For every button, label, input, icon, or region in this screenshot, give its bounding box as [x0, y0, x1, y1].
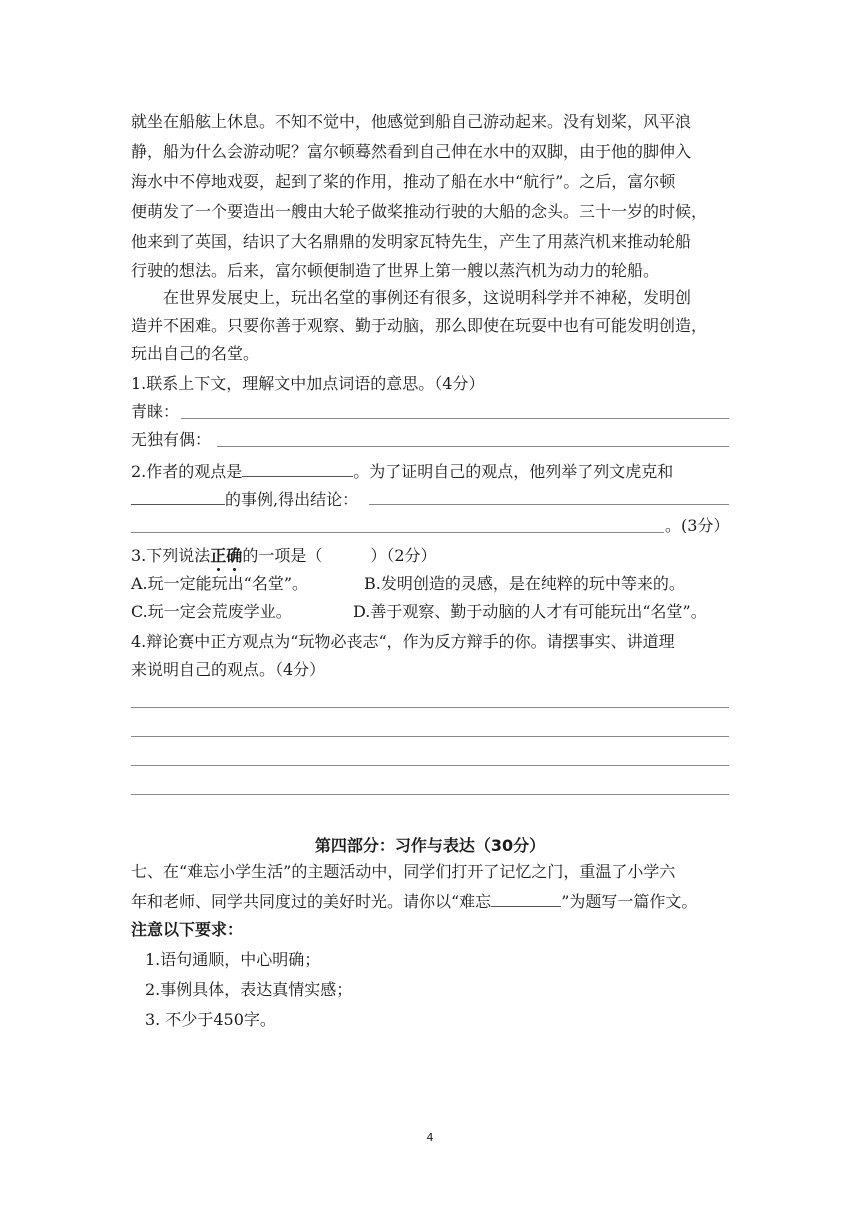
question-1-item-label: 无独有偶： [131, 430, 212, 449]
requirement-item: 3. 不少于450字。 [145, 1010, 276, 1029]
question-2-text: 。为了证明自己的观点，他列举了列文虎克和 [353, 462, 674, 481]
requirement-item: 2.事例具体，表达真情实感； [145, 980, 353, 999]
answer-blank[interactable] [242, 460, 353, 477]
essay-prompt-text: 年和老师、同学共同度过的美好时光。请你以“难忘 [131, 892, 492, 911]
requirements-title: 注意以下要求： [131, 920, 244, 939]
emphasis-char: 正 [210, 546, 227, 565]
option-d: D.善于观察、勤于动脑的人才有可能玩出“名堂”。 [353, 602, 707, 621]
passage-line: 玩出自己的名堂。 [131, 344, 260, 363]
passage-line: 静，船为什么会游动呢？富尔顿蓦然看到自己伸在水中的双脚，由于他的脚伸入 [131, 142, 692, 161]
answer-line[interactable] [131, 765, 729, 766]
emphasis-char: 确 [226, 546, 243, 565]
question-3-text: 3.下列说法 [131, 546, 211, 565]
answer-line[interactable] [131, 736, 729, 737]
answer-line[interactable] [131, 532, 664, 533]
option-b: B.发明创造的灵感，是在纯粹的玩中等来的。 [364, 574, 685, 593]
question-3-text: 的一项是（ ）（2分） [242, 546, 437, 565]
question-4: 4.辩论赛中正方观点为“玩物必丧志“，作为反方辩手的你。请摆事实、讲道理 [131, 632, 675, 651]
question-2-text: 2.作者的观点是 [131, 462, 243, 481]
passage-line: 便萌发了一个要造出一艘由大轮子做桨推动行驶的大船的念头。三十一岁的时候， [131, 202, 708, 221]
passage-line: 海水中不停地戏耍，起到了桨的作用，推动了船在水中“航行”。之后，富尔顿 [131, 172, 676, 191]
question-1: 1.联系上下文，理解文中加点词语的意思。（4分） [131, 374, 485, 393]
answer-blank[interactable] [131, 488, 225, 505]
answer-line[interactable] [181, 418, 729, 419]
passage-line: 造并不困难。只要你善于观察、勤于动脑，那么即使在玩耍中也有可能发明创造， [131, 316, 708, 335]
question-2 [131, 488, 358, 510]
question-1-item-label: 青睐： [131, 402, 180, 421]
requirement-item: 1.语句通顺，中心明确； [145, 950, 321, 969]
title-blank[interactable] [491, 890, 561, 907]
passage-line: 在世界发展史上，玩出名堂的事例还有很多，这说明科学并不神秘，发明创 [163, 288, 692, 307]
section-title: 第四部分：习作与表达（30分） [314, 836, 546, 855]
answer-line[interactable] [217, 446, 729, 447]
page-number: 4 [426, 1131, 434, 1144]
essay-prompt [131, 890, 697, 912]
passage-line: 就坐在船舷上休息。不知不觉中，他感觉到船自己游动起来。没有划桨，风平浪 [131, 112, 692, 131]
question-2-text: 。(3分） [665, 516, 730, 535]
answer-line[interactable] [131, 707, 729, 708]
question-2-text: 的事例,得出结论： [225, 490, 359, 509]
option-c: C.玩一定会荒废学业。 [131, 602, 292, 621]
answer-line[interactable] [131, 794, 729, 795]
essay-prompt-text: ”为题写一篇作文。 [561, 892, 698, 911]
essay-prompt: 七、在“难忘小学生活”的主题活动中，同学们打开了记忆之门，重温了小学六 [131, 862, 676, 881]
question-4: 来说明自己的观点。（4分） [131, 660, 326, 679]
question-2 [131, 460, 673, 482]
passage-line: 他来到了英国，结识了大名鼎鼎的发明家瓦特先生，产生了用蒸汽机来推动轮船 [131, 232, 692, 251]
question-3 [131, 546, 437, 566]
answer-line[interactable] [369, 504, 729, 505]
option-a: A.玩一定能玩出“名堂”。 [131, 574, 309, 593]
passage-line: 行驶的想法。后来，富尔顿便制造了世界上第一艘以蒸汽机为动力的轮船。 [131, 261, 660, 280]
